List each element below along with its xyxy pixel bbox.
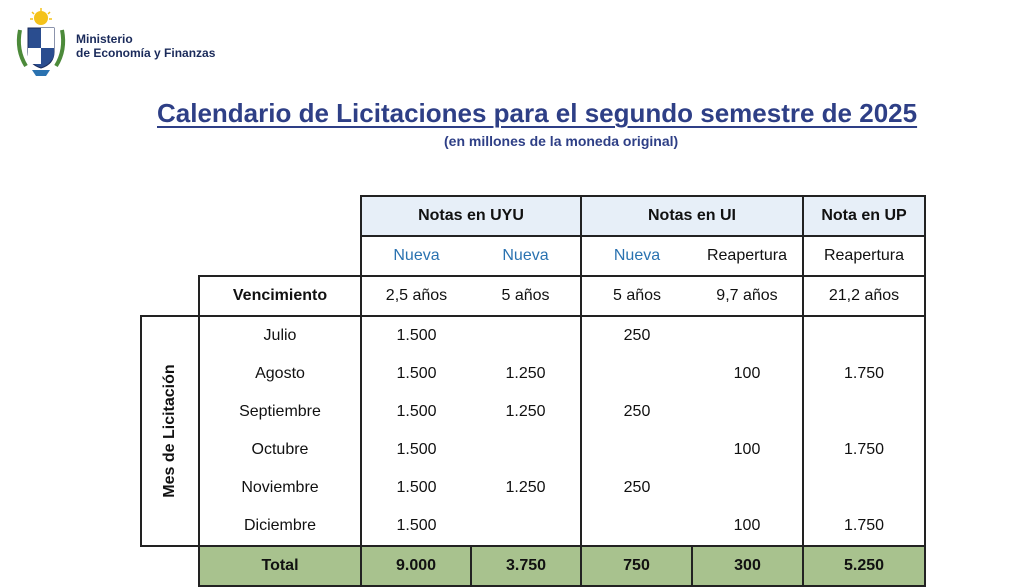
- table-cell: 250: [623, 327, 651, 344]
- auction-calendar-table: [140, 195, 926, 587]
- vencimiento-label: Vencimiento: [199, 276, 361, 316]
- table-cell: [692, 393, 803, 431]
- vencimiento-uyu-2: 5 años: [471, 276, 581, 316]
- ministry-name: [76, 32, 215, 60]
- page-title: Calendario de Licitaciones para el segundo semestre de 2025: [157, 98, 918, 128]
- table-cell: 1.750: [803, 431, 925, 469]
- table-cell: 1.250: [471, 355, 581, 393]
- table-cell: 1.500: [396, 365, 437, 382]
- month-label: Octubre: [199, 431, 361, 469]
- table-cell: 1.500: [396, 327, 437, 344]
- subheader-uyu-2: Nueva: [471, 236, 581, 276]
- total-cell: 3.750: [471, 546, 581, 586]
- month-label: Diciembre: [199, 507, 361, 546]
- vencimiento-ui-2: 9,7 años: [692, 276, 803, 316]
- vencimiento-ui-1: 5 años: [581, 276, 692, 316]
- table-cell: 1.500: [396, 479, 437, 496]
- subheader-ui-1: Nueva: [613, 247, 661, 264]
- group-header-ui: Notas en UI: [581, 196, 803, 236]
- month-label: Agosto: [199, 355, 361, 393]
- total-cell: 300: [692, 546, 803, 586]
- subheader-uyu-1: Nueva: [361, 236, 471, 276]
- subheader-ui-2: Reapertura: [692, 236, 803, 276]
- total-label: Total: [199, 546, 361, 586]
- month-label: Noviembre: [199, 469, 361, 507]
- subheader-up-1: Reapertura: [803, 236, 925, 276]
- ministry-line2: de Economía y Finanzas: [76, 46, 216, 60]
- table-cell: [471, 507, 581, 546]
- table-cell: 100: [692, 507, 803, 546]
- table-cell: 100: [692, 431, 803, 469]
- table-cell: 1.750: [803, 507, 925, 546]
- table-cell: [581, 431, 692, 469]
- month-label: Septiembre: [199, 393, 361, 431]
- table-cell: 250: [623, 403, 651, 420]
- vencimiento-up-1: 21,2 años: [803, 276, 925, 316]
- table-cell: 1.500: [361, 507, 471, 546]
- side-label: Mes de Licitación: [161, 364, 178, 498]
- table-cell: [803, 469, 925, 507]
- table-cell: [581, 507, 692, 546]
- group-header-uyu: Notas en UYU: [361, 196, 581, 236]
- table-cell: 100: [692, 355, 803, 393]
- table-cell: 250: [623, 479, 651, 496]
- table-cell: [803, 393, 925, 431]
- table-cell: [471, 431, 581, 469]
- side-label-cell: [141, 316, 199, 546]
- table-cell: [803, 316, 925, 355]
- table-cell: [581, 355, 692, 393]
- vencimiento-uyu-1: 2,5 años: [361, 276, 471, 316]
- table-cell: [692, 469, 803, 507]
- table-cell: 1.250: [471, 393, 581, 431]
- table-cell: 1.750: [803, 355, 925, 393]
- table-cell: 1.500: [396, 441, 437, 458]
- table-cell: 1.500: [396, 403, 437, 420]
- ministry-line1: Ministerio: [76, 32, 133, 46]
- group-header-up: Nota en UP: [803, 196, 925, 236]
- table-cell: [692, 316, 803, 355]
- page-subtitle: (en millones de la moneda original): [444, 133, 679, 149]
- total-cell: 5.250: [803, 546, 925, 586]
- coat-of-arms-logo: [12, 8, 70, 80]
- total-cell: 750: [581, 546, 692, 586]
- table-cell: 1.250: [471, 469, 581, 507]
- month-label: Julio: [199, 316, 361, 355]
- total-cell: 9.000: [361, 546, 471, 586]
- table-cell: [471, 316, 581, 355]
